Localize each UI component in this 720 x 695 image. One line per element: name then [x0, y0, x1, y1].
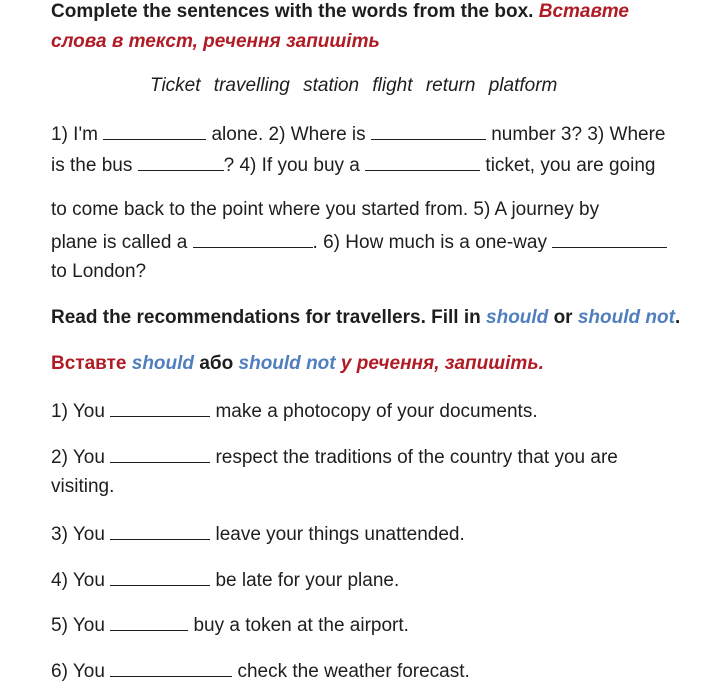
ex2-item-6 — [51, 658, 470, 684]
ex1-line-4 — [51, 229, 667, 255]
item-text: buy a token at the airport. — [193, 615, 409, 636]
ex1-text: ? 4) If you buy a — [223, 155, 360, 176]
ex2-item-5 — [51, 612, 409, 638]
blank-4[interactable] — [365, 152, 480, 171]
task1-title — [51, 0, 629, 24]
blank-6[interactable] — [552, 229, 667, 248]
item-number: 2) You — [51, 447, 105, 468]
task2-uk-text: або — [199, 353, 234, 374]
ex1-line-2 — [51, 152, 655, 178]
blank-should-4[interactable] — [110, 567, 210, 586]
item-text: leave your things unattended. — [215, 524, 465, 545]
word-flight: flight — [372, 75, 413, 96]
item-number: 4) You — [51, 570, 105, 591]
task2-text: Read the recommendations for travellers. Fill in — [51, 307, 481, 328]
ex1-text: plane is called a — [51, 232, 188, 253]
word-return: return — [425, 75, 476, 96]
task2-text: . — [674, 307, 681, 328]
blank-1[interactable] — [103, 121, 206, 140]
word-travelling: travelling — [213, 75, 290, 96]
blank-should-6[interactable] — [110, 658, 232, 677]
ex2-item-4 — [51, 567, 399, 593]
task2-uk-text: у речення, запишіть. — [340, 353, 544, 374]
ex2-item-3 — [51, 521, 465, 547]
blank-3[interactable] — [138, 152, 224, 171]
item-text: check the weather forecast. — [237, 661, 470, 682]
ex1-text: ticket, you are going — [485, 155, 656, 176]
blank-2[interactable] — [371, 121, 486, 140]
item-number: 6) You — [51, 661, 105, 682]
ex2-item-2 — [51, 444, 618, 470]
ex2-item-2-cont: visiting. — [51, 476, 115, 497]
should-word: should — [131, 353, 195, 374]
task2-text: or — [553, 307, 573, 328]
item-text: respect the traditions of the country that you are — [215, 447, 618, 468]
ex1-text: number 3? 3) Where — [491, 124, 666, 145]
word-box — [150, 74, 565, 98]
task2-title-en — [51, 306, 680, 330]
blank-should-3[interactable] — [110, 521, 210, 540]
ex1-line-3: to come back to the point where you started from. 5) A journey by — [51, 199, 600, 220]
ex1-line-5: to London? — [51, 261, 147, 282]
ex2-item-1 — [51, 398, 538, 424]
ex1-text: . 6) How much is a one-way — [312, 232, 547, 253]
word-station: station — [303, 75, 360, 96]
task2-uk-text: Вставте — [51, 353, 127, 374]
ex1-line-1 — [51, 121, 665, 147]
task1-title-uk-1: Вставте — [538, 1, 629, 22]
should-not-word: should not — [577, 307, 675, 328]
ex1-text: 1) I'm — [51, 124, 98, 145]
item-number: 1) You — [51, 401, 105, 422]
item-text: make a photocopy of your documents. — [215, 401, 538, 422]
should-word: should — [486, 307, 549, 328]
blank-should-1[interactable] — [110, 398, 210, 417]
item-text: be late for your plane. — [215, 570, 400, 591]
ex1-text: alone. 2) Where is — [211, 124, 366, 145]
should-not-word: should not — [238, 353, 336, 374]
task2-title-uk — [51, 352, 544, 376]
item-number: 3) You — [51, 524, 105, 545]
blank-should-2[interactable] — [110, 444, 210, 463]
task1-title-uk-2: слова в текст, речення запишіть — [51, 31, 380, 52]
item-number: 5) You — [51, 615, 105, 636]
task1-title-en: Complete the sentences with the words from the box. — [51, 1, 534, 22]
blank-5[interactable] — [193, 229, 313, 248]
word-ticket: Ticket — [150, 75, 201, 96]
word-platform: platform — [488, 75, 558, 96]
ex1-text: is the bus — [51, 155, 133, 176]
blank-should-5[interactable] — [110, 612, 188, 631]
